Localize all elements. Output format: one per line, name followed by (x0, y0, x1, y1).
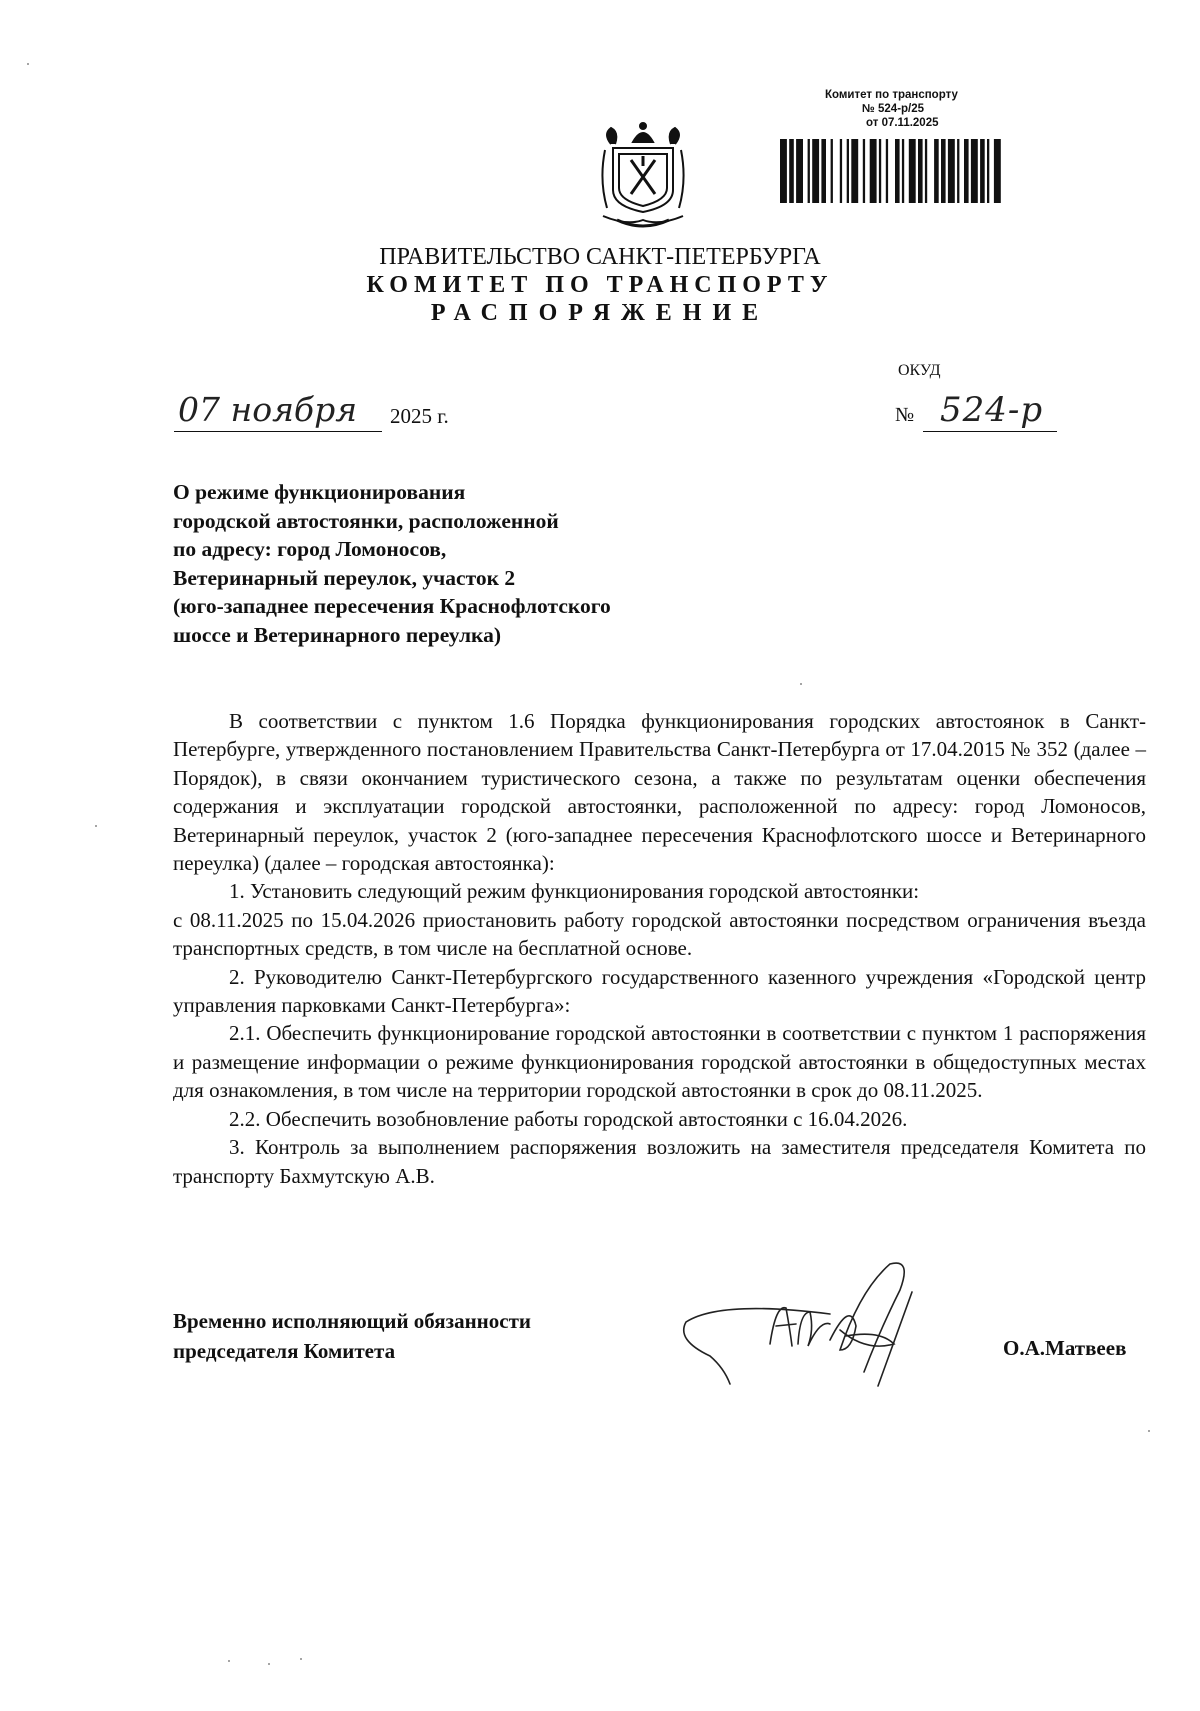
item-2-2: 2.2. Обеспечить возобновление работы городской автостоянки с 16.04.2026. (229, 1106, 908, 1131)
date-year: 2025 г. (390, 404, 449, 428)
item-2: 2. Руководителю Санкт-Петербургского государственного казенного учреждения «Городской центр управления парковками Санкт-Петербурга»: (173, 964, 1146, 1018)
barcode-bar (879, 139, 881, 203)
item-3: 3. Контроль за выполнением распоряжения возложить на заместителя председателя Комитета по транспорту Бахмутскую А.В. (173, 1135, 1146, 1188)
barcode-bar (895, 139, 900, 203)
barcode-bar (780, 139, 787, 203)
barcode-bar (948, 139, 955, 203)
subject-line: городской автостоянки, расположенной (173, 508, 559, 533)
item-1-detail: с 08.11.2025 по 15.04.2026 приостановить работу городской автостоянки посредством ограничения въезда транспортных средств, в том числе на бесплатной основе. (173, 907, 1146, 961)
document-subject (173, 478, 733, 649)
barcode-bar (964, 139, 969, 203)
barcode-bar (870, 139, 877, 203)
scan-speck (27, 63, 29, 65)
item-2-1: 2.1. Обеспечить функционирование городской автостоянки в соответствии с пунктом 1 распоряжения и размещение информации о режиме функционирования городской автостоянки в общедоступных местах для ознакомления, в том числе на территории городской автостоянки в срок до 08.11.2025. (173, 1021, 1146, 1103)
barcode-bar (808, 139, 810, 203)
barcode-bar (925, 139, 927, 203)
position-line: председателя Комитета (173, 1339, 396, 1363)
barcode-bar (847, 139, 849, 203)
stamp-line-number: № 524-р/25 (862, 103, 925, 115)
position-line: Временно исполняющий обязанности (173, 1309, 532, 1333)
barcode-bar (796, 139, 803, 203)
barcode-bar (789, 139, 794, 203)
barcode (780, 139, 1056, 203)
subject-line: по адресу: город Ломоносов, (173, 537, 447, 561)
signatory-position (173, 1306, 531, 1366)
barcode-bar (902, 139, 904, 203)
subject-line: (юго-западнее пересечения Краснофлотского (173, 594, 611, 618)
item-1: 1. Установить следующий режим функционирования городской автостоянки: (229, 879, 920, 904)
subject-line: О режиме функционирования (173, 480, 466, 504)
coat-of-arms-icon (597, 120, 689, 232)
signatory-name: О.А.Матвеев (1003, 1336, 1127, 1360)
subject-line: шоссе и Ветеринарного переулка) (173, 622, 501, 647)
document-body (173, 707, 1146, 1190)
barcode-bar (909, 139, 916, 203)
barcode-bar (851, 139, 858, 203)
stamp-line-date: от 07.11.2025 (866, 117, 939, 129)
okud-label: ОКУД (898, 362, 941, 379)
government-title: ПРАВИТЕЛЬСТВО САНКТ-ПЕТЕРБУРГА (379, 244, 821, 270)
barcode-bar (812, 139, 819, 203)
barcode-bar (840, 139, 842, 203)
scan-speck (268, 1663, 270, 1665)
barcode-bar (994, 139, 1001, 203)
handwritten-date: 07 ноября (178, 390, 358, 429)
barcode-bar (980, 139, 985, 203)
barcode-bar (821, 139, 826, 203)
date-underline (174, 431, 382, 432)
registration-stamp (825, 88, 1025, 130)
barcode-bar (863, 139, 865, 203)
number-label: № (895, 404, 915, 426)
preamble-paragraph: В соответствии с пунктом 1.6 Порядка функционирования городских автостоянок в Санкт-Петербурге, утвержденного постановлением Правительства Санкт-Петербурга от 17.04.2015 № 352 (далее – Порядок), в связи окончанием туристического сезона, а также по результатам оценки обеспечения содержания и эксплуатации городской автостоянки, расположенной по адресу: город Ломоносов, Ветеринарный переулок, участок 2 (юго-западнее пересечения Краснофлотского шоссе и Ветеринарного переулка) (далее – городская автостоянка): (173, 709, 1146, 876)
barcode-bar (987, 139, 989, 203)
subject-line: Ветеринарный переулок, участок 2 (173, 565, 516, 590)
scan-speck (95, 825, 97, 827)
barcode-bar (971, 139, 978, 203)
scan-speck (228, 1660, 230, 1662)
number-underline (923, 431, 1057, 432)
barcode-bar (957, 139, 959, 203)
document-type: РАСПОРЯЖЕНИЕ (430, 300, 770, 326)
committee-title: КОМИТЕТ ПО ТРАНСПОРТУ (366, 272, 834, 298)
stamp-line-organization: Комитет по транспорту (825, 89, 958, 101)
handwritten-number: 524-р (940, 390, 1044, 430)
handwritten-signature (680, 1260, 1000, 1390)
scan-speck (800, 683, 802, 685)
barcode-bar (918, 139, 923, 203)
barcode-bar (831, 139, 833, 203)
barcode-bar (941, 139, 946, 203)
barcode-bar (886, 139, 888, 203)
scan-speck (1148, 1430, 1150, 1432)
barcode-bar (934, 139, 939, 203)
scan-speck (300, 1658, 302, 1660)
